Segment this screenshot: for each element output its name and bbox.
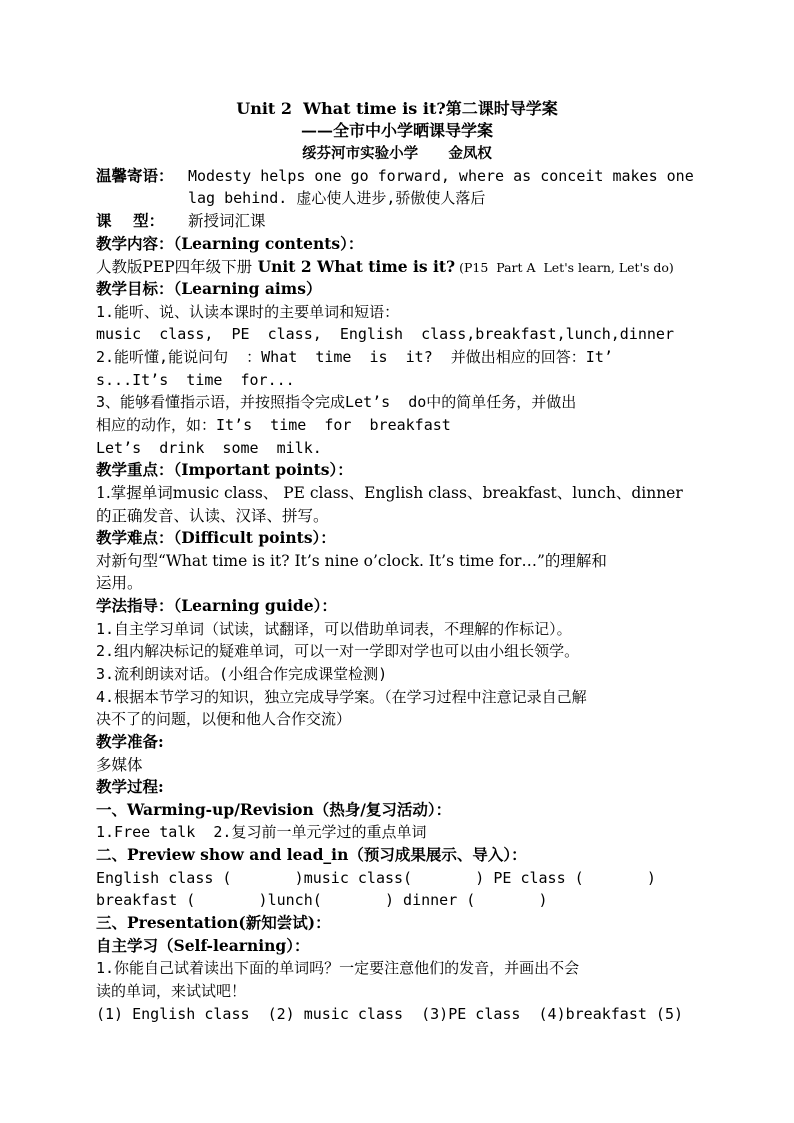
lesson-type-value: 新授词汇课	[188, 212, 266, 230]
prep-value: 多媒体	[96, 756, 143, 774]
self-learning-title: 自主学习（Self-learning）：	[96, 936, 310, 955]
aims-line: 3、能够看懂指示语，并按照指令完成Let’s do中的简单任务，并做出	[96, 393, 577, 411]
doc-title: Unit 2 What time is it?第二课时导学案	[236, 99, 558, 118]
content-line-pages: (P15 Part A Let's learn, Let's do)	[455, 260, 674, 275]
guide-line: 1.自主学习单词（试读，试翻译，可以借助单词表，不理解的作标记）。	[96, 620, 572, 638]
difficult-line-2: 运用。	[96, 574, 143, 592]
content-label: 教学内容：（Learning contents）：	[96, 234, 364, 253]
content-line-unit: Unit 2 What time is it?	[252, 257, 456, 276]
motto-label: 温馨寄语：	[96, 166, 174, 185]
aims-line: s...It’s time for...	[96, 371, 295, 389]
aims-line: Let’s drink some milk.	[96, 439, 322, 457]
content-line	[96, 256, 674, 279]
self-learning-line-3: (1) English class (2) music class (3)PE class (4)breakfast (5)	[96, 1005, 683, 1023]
self-learning-line-1: 1.你能自己试着读出下面的单词吗？一定要注意他们的发音，并画出不会	[96, 959, 580, 977]
difficult-label: 教学难点：（Difficult points）：	[96, 528, 336, 547]
guide-line: 4.根据本节学习的知识，独立完成导学案。（在学习过程中注意记录自己解	[96, 688, 587, 706]
step2-title: 二、Preview show and lead_in（预习成果展示、导入）：	[96, 845, 527, 864]
aims-line: 2.能听懂,能说问句 ：What time is it? 并做出相应的回答：It’	[96, 348, 613, 366]
guide-line: 3.流利朗读对话。(小组合作完成课堂检测)	[96, 665, 388, 683]
aims-line: 1.能听、说、认读本课时的主要单词和短语：	[96, 303, 400, 321]
process-label: 教学过程:	[96, 777, 164, 796]
guide-line: 决不了的问题，以便和他人合作交流）	[96, 710, 352, 728]
important-label: 教学重点：（Important points）：	[96, 460, 353, 479]
doc-author: 绥芬河市实验小学 金凤权	[302, 145, 492, 162]
difficult-line-1: 对新句型“What time is it? It’s nine o’clock. It’s time for…”的理解和	[96, 552, 607, 570]
motto-line-2: lag behind. 虚心使人进步,骄傲使人落后	[188, 189, 486, 207]
step3-title: 三、Presentation(新知尝试)：	[96, 913, 331, 932]
aims-label: 教学目标：（Learning aims）	[96, 279, 322, 298]
important-line-1: 1.掌握单词music class、 PE class、English class、breakfast、lunch、dinner	[96, 484, 683, 502]
step1-title: 一、Warming-up/Revision（热身/复习活动）：	[96, 800, 452, 819]
motto-line-1: Modesty helps one go forward, where as conceit makes one	[188, 167, 694, 185]
guide-line: 2.组内解决标记的疑难单词，可以一对一学即对学也可以由小组长领学。	[96, 642, 580, 660]
guide-label: 学法指导：（Learning guide）：	[96, 596, 337, 615]
step2-line-2: breakfast ( )lunch( ) dinner ( )	[96, 891, 548, 909]
lesson-type-label: 课 型：	[96, 211, 165, 230]
aims-line: 相应的动作，如：It’s time for breakfast	[96, 416, 451, 434]
step1-line: 1.Free talk 2.复习前一单元学过的重点单词	[96, 823, 427, 841]
important-line-2: 的正确发音、认读、汉译、拼写。	[96, 507, 329, 525]
prep-label: 教学准备:	[96, 732, 164, 751]
step2-line-1: English class ( )music class( ) PE class ( )	[96, 869, 656, 887]
content-line-cn: 人教版PEP四年级下册	[96, 258, 253, 276]
self-learning-line-2: 读的单词，来试试吧！	[96, 982, 247, 1000]
aims-line: music class, PE class, English class,breakfast,lunch,dinner	[96, 325, 674, 343]
doc-subtitle: ——全市中小学晒课导学案	[300, 121, 493, 140]
